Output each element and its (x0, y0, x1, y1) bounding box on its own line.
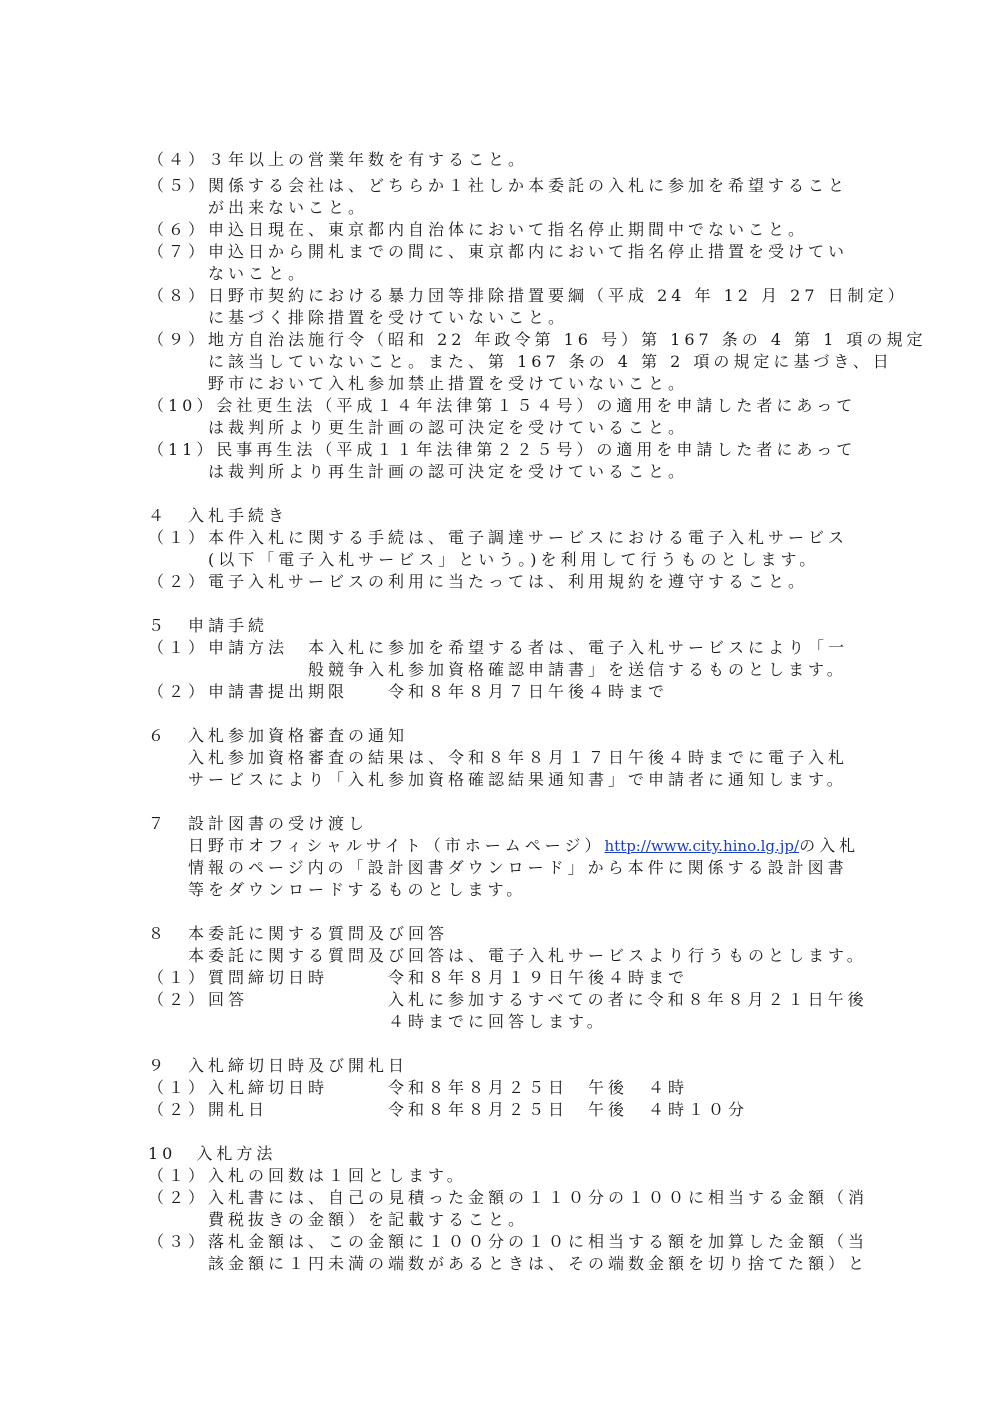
section-10-item-2-cont: 費税抜きの金額）を記載すること。 (148, 1210, 529, 1229)
section-6-body-2: サービスにより「入札参加資格確認結果通知書」で申請者に通知します。 (148, 770, 847, 789)
requirement-7-cont: ないこと。 (148, 264, 309, 283)
section-7-heading: ７ 設計図書の受け渡し (148, 814, 369, 833)
section-7-body-1-text: 日野市オフィシャルサイト（市ホームページ） (148, 836, 605, 855)
city-website-link[interactable]: http://www.city.hino.lg.jp/ (604, 837, 800, 855)
section-10-item-1: （１）入札の回数は１回とします。 (148, 1166, 467, 1185)
section-9-item-1: （１）入札締切日時 令和８年８月２５日 午後 ４時 (148, 1078, 689, 1097)
section-10-heading: 10 入札方法 (148, 1144, 277, 1163)
section-10-item-3: （３）落札金額は、この金額に１００分の１０に相当する額を加算した金額（当 (148, 1232, 869, 1251)
section-7-body-1-tail: の入札 (799, 836, 860, 855)
requirement-8-cont: に基づく排除措置を受けていないこと。 (148, 308, 569, 327)
requirement-5: （５）関係する会社は、どちらか１社しか本委託の入札に参加を希望すること (148, 176, 849, 195)
section-5-item-1-cont: 般競争入札参加資格確認申請書」を送信するものとします。 (148, 660, 847, 679)
section-6-body-1: 入札参加資格審査の結果は、令和８年８月１７日午後４時までに電子入札 (148, 748, 849, 767)
section-9-heading: ９ 入札締切日時及び開札日 (148, 1056, 409, 1075)
requirement-5-cont: が出来ないこと。 (148, 198, 369, 217)
section-9-item-2: （２）開札日 令和８年８月２５日 午後 ４時１０分 (148, 1100, 749, 1119)
section-10-item-3-cont: 該金額に１円未満の端数があるときは、その端数金額を切り捨てた額）と (148, 1254, 869, 1273)
section-4-item-1: （１）本件入札に関する手続は、電子調達サービスにおける電子入札サービス (148, 528, 849, 547)
requirement-9-cont-2: 野市において入札参加禁止措置を受けていないこと。 (148, 374, 689, 393)
section-8-item-2-cont: ４時までに回答します。 (148, 1012, 607, 1031)
requirement-11-cont: は裁判所より再生計画の認可決定を受けていること。 (148, 462, 689, 481)
section-7-body-3: 等をダウンロードするものとします。 (148, 880, 527, 899)
requirement-9-cont-1: に該当していないこと。また、第 167 条の 4 第 2 項の規定に基づき、日 (148, 352, 893, 371)
section-8-body: 本委託に関する質問及び回答は、電子入札サービスより行うものとします。 (148, 946, 867, 965)
section-8-heading: ８ 本委託に関する質問及び回答 (148, 924, 449, 943)
section-4-item-2: （２）電子入札サービスの利用に当たっては、利用規約を遵守すること。 (148, 572, 809, 591)
section-5-heading: ５ 申請手続 (148, 616, 269, 635)
requirement-11: （11）民事再生法（平成１１年法律第２２５号）の適用を申請した者にあって (148, 440, 857, 459)
section-5-item-1: （１）申請方法 本入札に参加を希望する者は、電子入札サービスにより「一 (148, 638, 849, 657)
section-6-heading: ６ 入札参加資格審査の通知 (148, 726, 409, 745)
section-7-body-2: 情報のページ内の「設計図書ダウンロード」から本件に関係する設計図書 (148, 858, 848, 877)
section-4-item-1-cont: (以下「電子入札サービス」という。)を利用して行うものとします。 (148, 550, 820, 569)
requirement-7: （７）申込日から開札までの間に、東京都内において指名停止措置を受けてい (148, 242, 849, 261)
section-8-item-1: （１）質問締切日時 令和８年８月１９日午後４時まで (148, 968, 689, 987)
section-7-body-1 (148, 834, 859, 858)
requirement-8: （８）日野市契約における暴力団等排除措置要綱（平成 24 年 12 月 27 日制定） (148, 286, 908, 305)
section-4-heading: ４ 入札手続き (148, 506, 289, 525)
section-10-item-2: （２）入札書には、自己の見積った金額の１１０分の１００に相当する金額（消 (148, 1188, 869, 1207)
requirement-4: （４）３年以上の営業年数を有すること。 (148, 150, 529, 169)
requirement-6: （６）申込日現在、東京都内自治体において指名停止期間中でないこと。 (148, 220, 809, 239)
section-8-item-2: （２）回答 入札に参加するすべての者に令和８年８月２１日午後 (148, 990, 868, 1009)
section-5-item-2: （２）申請書提出期限 令和８年８月７日午後４時まで (148, 682, 669, 701)
requirement-10-cont: は裁判所より更生計画の認可決定を受けていること。 (148, 418, 689, 437)
requirement-9: （９）地方自治法施行令（昭和 22 年政令第 16 号）第 167 条の 4 第 1 項の規定 (148, 330, 927, 349)
requirement-10: （10）会社更生法（平成１４年法律第１５４号）の適用を申請した者にあって (148, 396, 857, 415)
